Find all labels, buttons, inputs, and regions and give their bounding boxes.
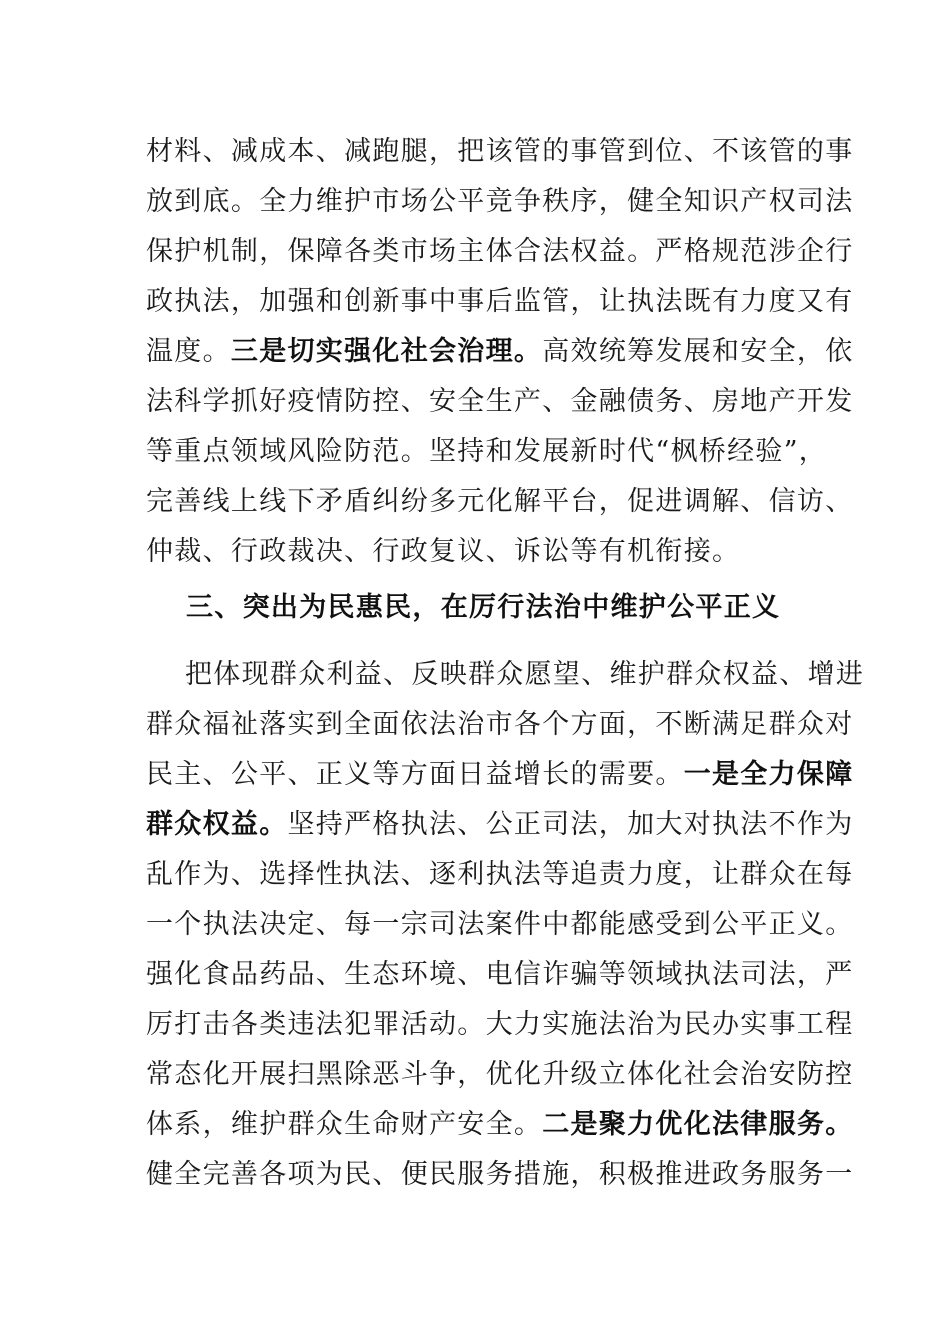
text-line (146, 1150, 854, 1200)
paragraph-2 (146, 650, 865, 1200)
text-run: 体系，维护群众生命财产安全。 (146, 1109, 543, 1140)
text-line (146, 1050, 854, 1100)
text-line (146, 1100, 854, 1150)
text-line (146, 177, 854, 227)
text-run: 放到底。全力维护市场公平竞争秩序，健全知识产权司法 (146, 186, 854, 217)
text-line (146, 427, 828, 477)
text-run: 一个执法决定、每一宗司法案件中都能感受到公平正义。 (146, 909, 854, 940)
bold-topic-sentence: 一是全力保障 (683, 759, 854, 790)
text-line (146, 277, 854, 327)
section-heading: 三、突出为民惠民，在厉行法治中维护公平正义 (186, 592, 781, 623)
text-line (146, 227, 854, 277)
text-run: 法科学抓好疫情防控、安全生产、金融债务、房地产开发 (146, 386, 854, 417)
text-run: 健全完善各项为民、便民服务措施，积极推进政务服务一 (146, 1159, 854, 1190)
text-line (146, 700, 854, 750)
text-run: 常态化开展扫黑除恶斗争，优化升级立体化社会治安防控 (146, 1059, 854, 1090)
text-run: 群众福祉落实到全面依法治市各个方面，不断满足群众对 (146, 709, 854, 740)
text-line (146, 127, 854, 177)
bold-topic-sentence: 二是聚力优化法律服务。 (542, 1109, 854, 1140)
text-line (146, 750, 854, 800)
text-line (146, 527, 816, 577)
text-line (146, 477, 854, 527)
text-run: 乱作为、选择性执法、逐利执法等追责力度，让群众在每 (146, 859, 854, 890)
text-line (146, 850, 854, 900)
text-run: 仲裁、行政裁决、行政复议、诉讼等有机衔接。 (146, 536, 741, 567)
text-run: 厉打击各类违法犯罪活动。大力实施法治为民办实事工程 (146, 1009, 854, 1040)
text-run: 强化食品药品、生态环境、电信诈骗等领域执法司法，严 (146, 959, 854, 990)
text-run: 坚持严格执法、公正司法，加大对执法不作为 (287, 809, 854, 840)
text-line (146, 327, 854, 377)
text-run: 完善线上线下矛盾纠纷多元化解平台，促进调解、信访、 (146, 486, 854, 517)
text-run: 高效统筹发展和安全，依 (542, 336, 854, 367)
paragraph-1 (146, 127, 854, 577)
text-run: 保护机制，保障各类市场主体合法权益。严格规范涉企行 (146, 236, 854, 267)
text-line (146, 950, 854, 1000)
bold-topic-sentence: 群众权益。 (146, 809, 288, 840)
text-run: 材料、减成本、减跑腿，把该管的事管到位、不该管的事 (146, 136, 854, 167)
text-line (146, 1000, 854, 1050)
text-run: 民主、公平、正义等方面日益增长的需要。 (146, 759, 684, 790)
text-run: 温度。 (146, 336, 231, 367)
text-line (146, 377, 854, 427)
text-run: 政执法，加强和创新事中事后监管，让执法既有力度又有 (146, 286, 854, 317)
text-line (146, 650, 865, 700)
text-line (146, 900, 854, 950)
text-line (146, 800, 854, 850)
bold-topic-sentence: 三是切实强化社会治理。 (230, 336, 543, 367)
text-run: 等重点领域风险防范。坚持和发展新时代“枫桥经验”， (146, 436, 828, 467)
text-run: 把体现群众利益、反映群众愿望、维护群众权益、增进 (185, 659, 865, 690)
